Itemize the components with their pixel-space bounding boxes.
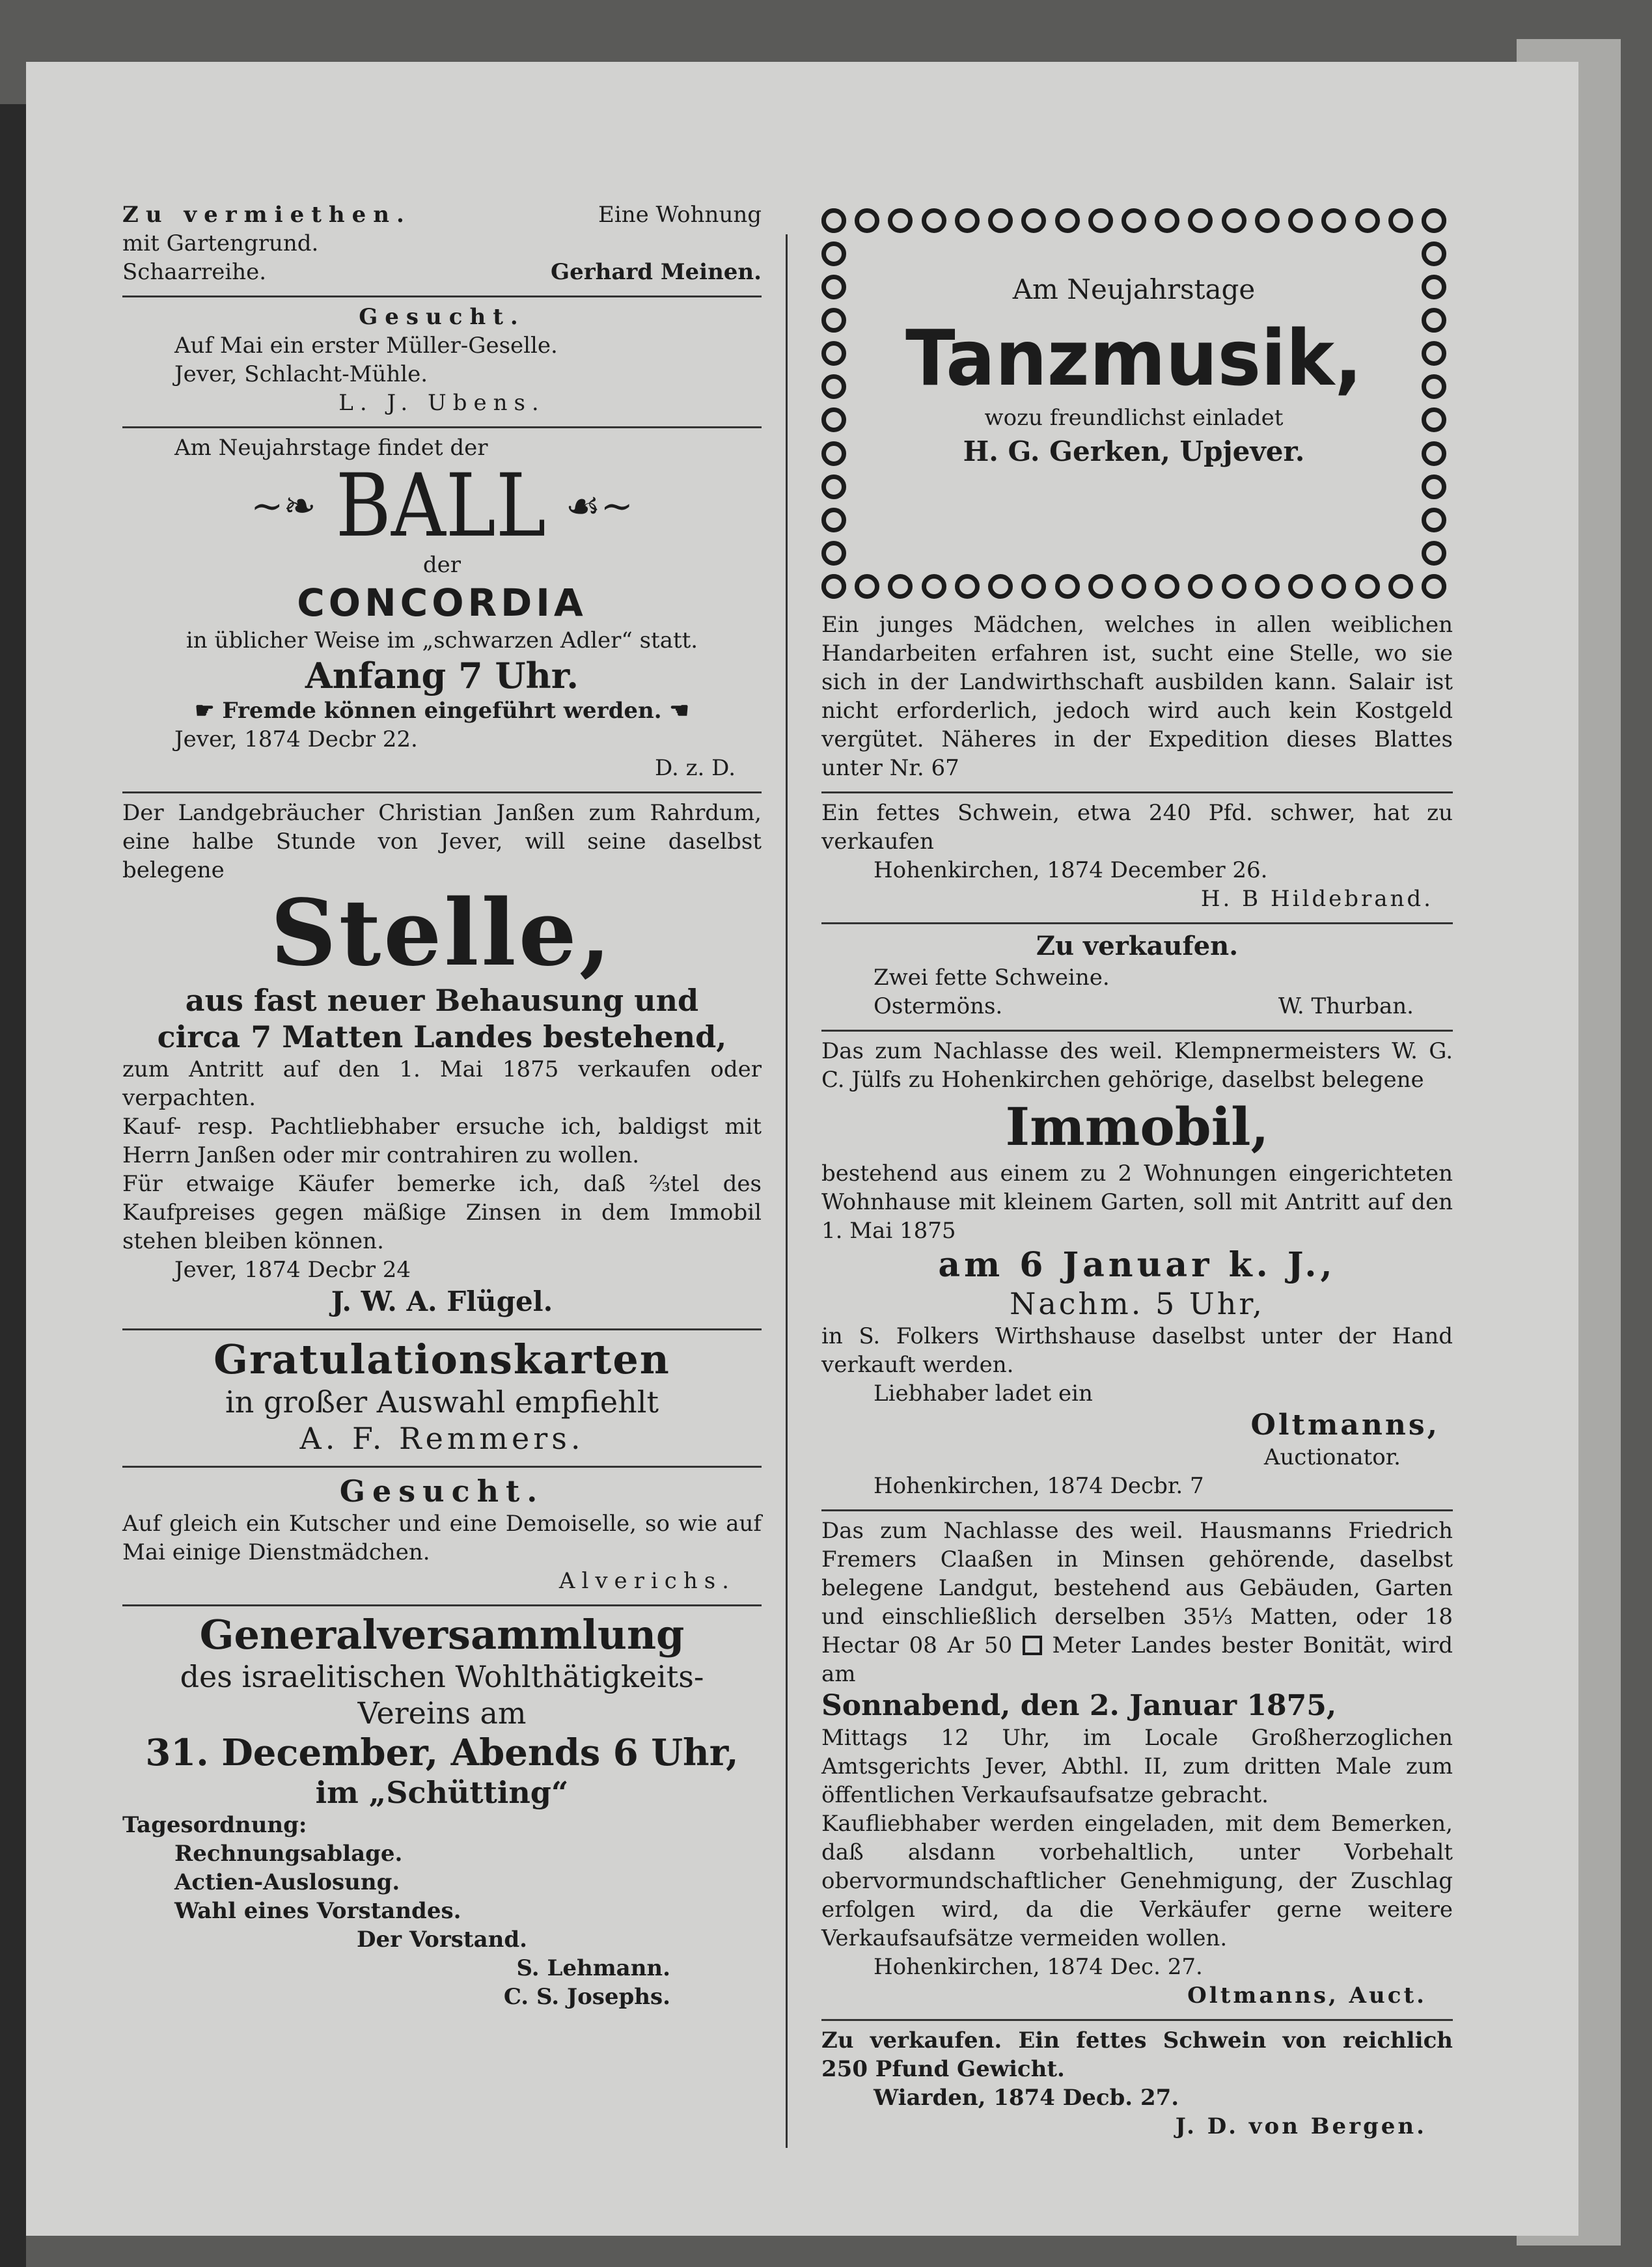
ad-text: der bbox=[422, 552, 461, 578]
bead-ornament-icon bbox=[821, 508, 846, 532]
ad-text: des israelitischen Wohlthätigkeits- bbox=[180, 1659, 704, 1694]
bead-ornament-icon bbox=[821, 275, 846, 299]
ad-heading: Zu verkaufen. bbox=[1036, 931, 1239, 961]
ad-text: Auf gleich ein Kutscher und eine Demoiselle, so wie auf Mai einige Dienstmädchen. bbox=[122, 1511, 762, 1565]
bead-ornament-icon bbox=[1055, 208, 1080, 233]
ad-zu-vermiethen bbox=[122, 195, 762, 295]
ad-location: Ostermöns. bbox=[874, 993, 1003, 1019]
bead-ornament-icon bbox=[922, 574, 946, 599]
ad-date: Hohenkirchen, 1874 December 26. bbox=[874, 857, 1268, 883]
meeting-place: im „Schütting“ bbox=[315, 1775, 569, 1810]
bead-ornament-icon bbox=[1222, 574, 1246, 599]
bead-ornament-icon bbox=[1422, 508, 1446, 532]
binding-edge bbox=[0, 104, 26, 2267]
bead-ornament-icon bbox=[1422, 407, 1446, 432]
ad-zu-verkaufen-schweine bbox=[821, 922, 1453, 1030]
bead-ornament-icon bbox=[1422, 241, 1446, 266]
bead-ornament-icon bbox=[1288, 208, 1313, 233]
left-ornament-icon: ~❧ bbox=[251, 484, 316, 529]
ad-signature: A. F. Remmers. bbox=[299, 1421, 585, 1456]
bead-ornament-icon bbox=[821, 308, 846, 333]
ad-text: in S. Folkers Wirthshause daselbst unter der Hand verkauft werden. bbox=[821, 1323, 1453, 1378]
bead-ornament-icon bbox=[855, 574, 879, 599]
ad-fettes-schwein bbox=[821, 791, 1453, 922]
ad-signature: J. W. A. Flügel. bbox=[331, 1285, 553, 1317]
ad-text: Kauf- resp. Pachtliebhaber ersuche ich, baldigst mit Herrn Janßen oder mir contrahiren zu wollen. bbox=[122, 1114, 762, 1168]
ad-text: in großer Auswahl empfiehlt bbox=[225, 1384, 659, 1420]
bead-ornament-icon bbox=[988, 208, 1013, 233]
ad-signature: D. z. D. bbox=[654, 755, 736, 781]
tanzmusik-title: Tanzmusik, bbox=[905, 313, 1362, 403]
ad-date: Jever, 1874 Decbr 24 bbox=[174, 1257, 411, 1283]
tanzmusik-frame bbox=[821, 208, 1446, 599]
bead-ornament-icon bbox=[1188, 574, 1213, 599]
bead-ornament-icon bbox=[1422, 474, 1446, 499]
ball-title: BALL bbox=[335, 455, 546, 557]
bead-ornament-icon bbox=[1155, 574, 1179, 599]
ad-text: Meter Landes bester Bonität, wird am bbox=[821, 1632, 1453, 1687]
auction-time: Nachm. 5 Uhr, bbox=[1010, 1286, 1265, 1321]
bead-ornament-icon bbox=[821, 341, 846, 366]
agenda-item: Actien-Auslosung. bbox=[174, 1869, 400, 1895]
ad-text: in üblicher Weise im „schwarzen Adler“ statt. bbox=[186, 627, 698, 653]
pointing-hand-left-icon: ☚ bbox=[669, 698, 689, 724]
bead-ornament-icon bbox=[1088, 208, 1113, 233]
right-column bbox=[821, 195, 1453, 2150]
ad-text: Kaufliebhaber werden eingeladen, mit dem Bemerken, daß alsdann vorbehaltlich, unter Vorbehalt obervormundschaftlicher Genehmigung, der Zuschlag erfolgen wird, da die Verkäufer gerne weitere Verkaufsaufsätze vermeiden wollen. bbox=[821, 1811, 1453, 1951]
bead-ornament-icon bbox=[1122, 208, 1146, 233]
ad-text: Auf Mai ein erster Müller-Geselle. bbox=[174, 333, 558, 359]
ad-signature: Alverichs. bbox=[558, 1568, 736, 1594]
ad-heading: Zu vermiethen. bbox=[122, 202, 411, 228]
bead-ornament-icon bbox=[1422, 341, 1446, 366]
bead-ornament-icon bbox=[1422, 541, 1446, 566]
ad-signature: H. G. Gerken, Upjever. bbox=[963, 435, 1305, 467]
bead-ornament-icon bbox=[955, 208, 980, 233]
pointing-hand-icon: ☛ bbox=[195, 698, 223, 724]
bead-ornament-icon bbox=[855, 208, 879, 233]
bead-ornament-icon bbox=[1355, 574, 1380, 599]
ad-generalversammlung bbox=[122, 1604, 762, 2020]
ad-signature: H. B Hildebrand. bbox=[1200, 886, 1433, 912]
stelle-title: Stelle, bbox=[270, 880, 614, 987]
bead-ornament-icon bbox=[888, 574, 913, 599]
ad-text: Mittags 12 Uhr, im Locale Großherzoglichen Amtsgerichts Jever, Abthl. II, zum dritten Male zum öffentlichen Verkaufsaufsatze gebracht. bbox=[821, 1725, 1453, 1808]
bead-ornament-icon bbox=[1422, 275, 1446, 299]
ad-date: Wiarden, 1874 Decb. 27. bbox=[874, 2085, 1179, 2111]
bead-ornament-icon bbox=[1021, 574, 1046, 599]
ad-signature: S. Lehmann. bbox=[516, 1955, 670, 1981]
auction-date: am 6 Januar k. J., bbox=[938, 1245, 1336, 1285]
ad-text: bestehend aus einem zu 2 Wohnungen eingerichteten Wohnhause mit kleinem Garten, soll mit Antritt auf den 1. Mai 1875 bbox=[821, 1161, 1453, 1244]
concordia-title: CONCORDIA bbox=[297, 581, 587, 625]
bead-ornament-icon bbox=[1422, 574, 1446, 599]
bead-ornament-icon bbox=[1321, 208, 1346, 233]
ad-location: Schaarreihe. bbox=[122, 259, 267, 285]
agenda-item: Wahl eines Vorstandes. bbox=[174, 1898, 461, 1924]
ad-text: Eine Wohnung bbox=[598, 202, 762, 228]
left-column bbox=[122, 195, 762, 2020]
ad-text: Zwei fette Schweine. bbox=[874, 965, 1110, 991]
ad-signature: Oltmanns, bbox=[1250, 1408, 1440, 1442]
board-label: Der Vorstand. bbox=[357, 1927, 527, 1953]
bead-ornament-icon bbox=[1422, 208, 1446, 233]
ad-ball-concordia bbox=[122, 426, 762, 791]
bead-ornament-icon bbox=[821, 474, 846, 499]
ad-gesucht-kutscher bbox=[122, 1466, 762, 1604]
bead-ornament-icon bbox=[922, 208, 946, 233]
bead-ornament-icon bbox=[821, 208, 846, 233]
gratulationskarten-title: Gratulationskarten bbox=[213, 1336, 670, 1383]
ad-signature: C. S. Josephs. bbox=[503, 1984, 670, 2010]
ad-gesucht-mueller bbox=[122, 295, 762, 426]
bead-ornament-icon bbox=[1088, 574, 1113, 599]
bead-ornament-icon bbox=[1288, 574, 1313, 599]
bead-ornament-icon bbox=[1055, 574, 1080, 599]
ad-signature: Oltmanns, Auct. bbox=[1187, 1983, 1427, 2009]
bead-ornament-icon bbox=[988, 574, 1013, 599]
ad-intro: Am Neujahrstage bbox=[1012, 273, 1256, 305]
ad-heading: Gesucht. bbox=[359, 304, 525, 330]
ad-date: Jever, 1874 Decbr 22. bbox=[174, 726, 418, 752]
ad-text: Fremde können eingeführt werden. bbox=[222, 698, 662, 724]
ad-text: circa 7 Matten Landes bestehend, bbox=[157, 1019, 727, 1054]
ad-text: Das zum Nachlasse des weil. Klempnermeisters W. G. C. Jülfs zu Hohenkirchen gehörige, daselbst belegene bbox=[821, 1038, 1453, 1093]
ad-stelle bbox=[122, 791, 762, 1328]
ad-text: Ein fettes Schwein, etwa 240 Pfd. schwer, hat zu verkaufen bbox=[821, 800, 1453, 855]
generalversammlung-title: Generalversammlung bbox=[199, 1611, 685, 1658]
ad-immobil bbox=[821, 1030, 1453, 1509]
ad-zu-verkaufen-schwein bbox=[821, 2019, 1453, 2150]
ad-landgut bbox=[821, 1509, 1453, 2019]
bead-ornament-icon bbox=[1021, 208, 1046, 233]
ad-text: Zu verkaufen. Ein fettes Schwein von reichlich 250 Pfund Gewicht. bbox=[821, 2027, 1453, 2082]
bead-ornament-icon bbox=[1188, 208, 1213, 233]
column-divider bbox=[786, 234, 788, 2148]
ad-junges-maedchen bbox=[821, 605, 1453, 791]
bead-ornament-icon bbox=[821, 541, 846, 566]
bead-ornament-icon bbox=[1355, 208, 1380, 233]
bead-ornament-icon bbox=[821, 407, 846, 432]
right-ornament-icon: ☙~ bbox=[565, 484, 633, 529]
ad-text: Liebhaber ladet ein bbox=[874, 1381, 1093, 1407]
ad-time: Anfang 7 Uhr. bbox=[305, 655, 579, 696]
bead-ornament-icon bbox=[821, 374, 846, 399]
ad-text: aus fast neuer Behausung und bbox=[185, 983, 699, 1018]
ad-signature: J. D. von Bergen. bbox=[1175, 2113, 1427, 2139]
ad-signature: Gerhard Meinen. bbox=[551, 259, 762, 285]
bead-ornament-icon bbox=[1388, 574, 1413, 599]
bead-ornament-icon bbox=[1222, 208, 1246, 233]
meeting-date: 31. December, Abends 6 Uhr, bbox=[145, 1731, 739, 1774]
ad-intro: Am Neujahrstage findet der bbox=[174, 435, 488, 461]
bead-ornament-icon bbox=[1122, 574, 1146, 599]
bead-ornament-icon bbox=[1422, 374, 1446, 399]
ad-signature: W. Thurban. bbox=[1278, 993, 1414, 1019]
ad-role: Auctionator. bbox=[1263, 1444, 1401, 1470]
bead-ornament-icon bbox=[821, 241, 846, 266]
ad-text: Jever, Schlacht-Mühle. bbox=[174, 361, 428, 387]
ad-signature: L. J. Ubens. bbox=[338, 390, 545, 416]
bead-ornament-icon bbox=[1255, 208, 1280, 233]
immobil-title: Immobil, bbox=[1005, 1096, 1269, 1157]
auction-date: Sonnabend, den 2. Januar 1875, bbox=[821, 1689, 1337, 1722]
bead-ornament-icon bbox=[1321, 574, 1346, 599]
bead-ornament-icon bbox=[1388, 208, 1413, 233]
ad-text: mit Gartengrund. bbox=[122, 230, 319, 256]
bead-ornament-icon bbox=[955, 574, 980, 599]
ad-date: Hohenkirchen, 1874 Dec. 27. bbox=[874, 1954, 1203, 1980]
ad-text: wozu freundlichst einladet bbox=[984, 405, 1284, 431]
ad-heading: Gesucht. bbox=[339, 1474, 545, 1509]
bead-ornament-icon bbox=[888, 208, 913, 233]
bead-ornament-icon bbox=[821, 574, 846, 599]
ad-text: Das zum Nachlasse des weil. Hausmanns Friedrich Fremers Claaßen in Minsen gehörende, daselbst belegene Landgut, bestehend aus Gebäuden, Garten und einschließlich derselben 35⅓ Matten, oder 18 Hectar 08 Ar 50 bbox=[821, 1518, 1453, 1658]
bead-ornament-icon bbox=[1255, 574, 1280, 599]
ad-text: Für etwaige Käufer bemerke ich, daß ⅔tel des Kaufpreises gegen mäßige Zinsen in dem Immobil stehen bleiben können. bbox=[122, 1171, 762, 1254]
ad-date: Hohenkirchen, 1874 Decbr. 7 bbox=[874, 1473, 1204, 1499]
agenda-item: Rechnungsablage. bbox=[174, 1841, 403, 1867]
bead-ornament-icon bbox=[1155, 208, 1179, 233]
bead-ornament-icon bbox=[1422, 308, 1446, 333]
bead-ornament-icon bbox=[821, 441, 846, 466]
ad-text: Ein junges Mädchen, welches in allen weiblichen Handarbeiten erfahren ist, sucht eine Stelle, wo sie sich in der Landwirthschaft ausbilden kann. Salair ist nicht erforderlich, jedoch wird auch kein Kostgeld vergütet. Näheres in der Expedition dieses Blattes unter Nr. 67 bbox=[821, 612, 1453, 781]
square-icon bbox=[1023, 1636, 1042, 1655]
ad-text: Der Landgebräucher Christian Janßen zum Rahrdum, eine halbe Stunde von Jever, will seine daselbst belegene bbox=[122, 800, 762, 883]
ad-gratulationskarten bbox=[122, 1328, 762, 1466]
ad-text: Vereins am bbox=[357, 1696, 527, 1731]
agenda-label: Tagesordnung: bbox=[122, 1812, 307, 1838]
bead-ornament-icon bbox=[1422, 441, 1446, 466]
ad-text: zum Antritt auf den 1. Mai 1875 verkaufen oder verpachten. bbox=[122, 1056, 762, 1111]
